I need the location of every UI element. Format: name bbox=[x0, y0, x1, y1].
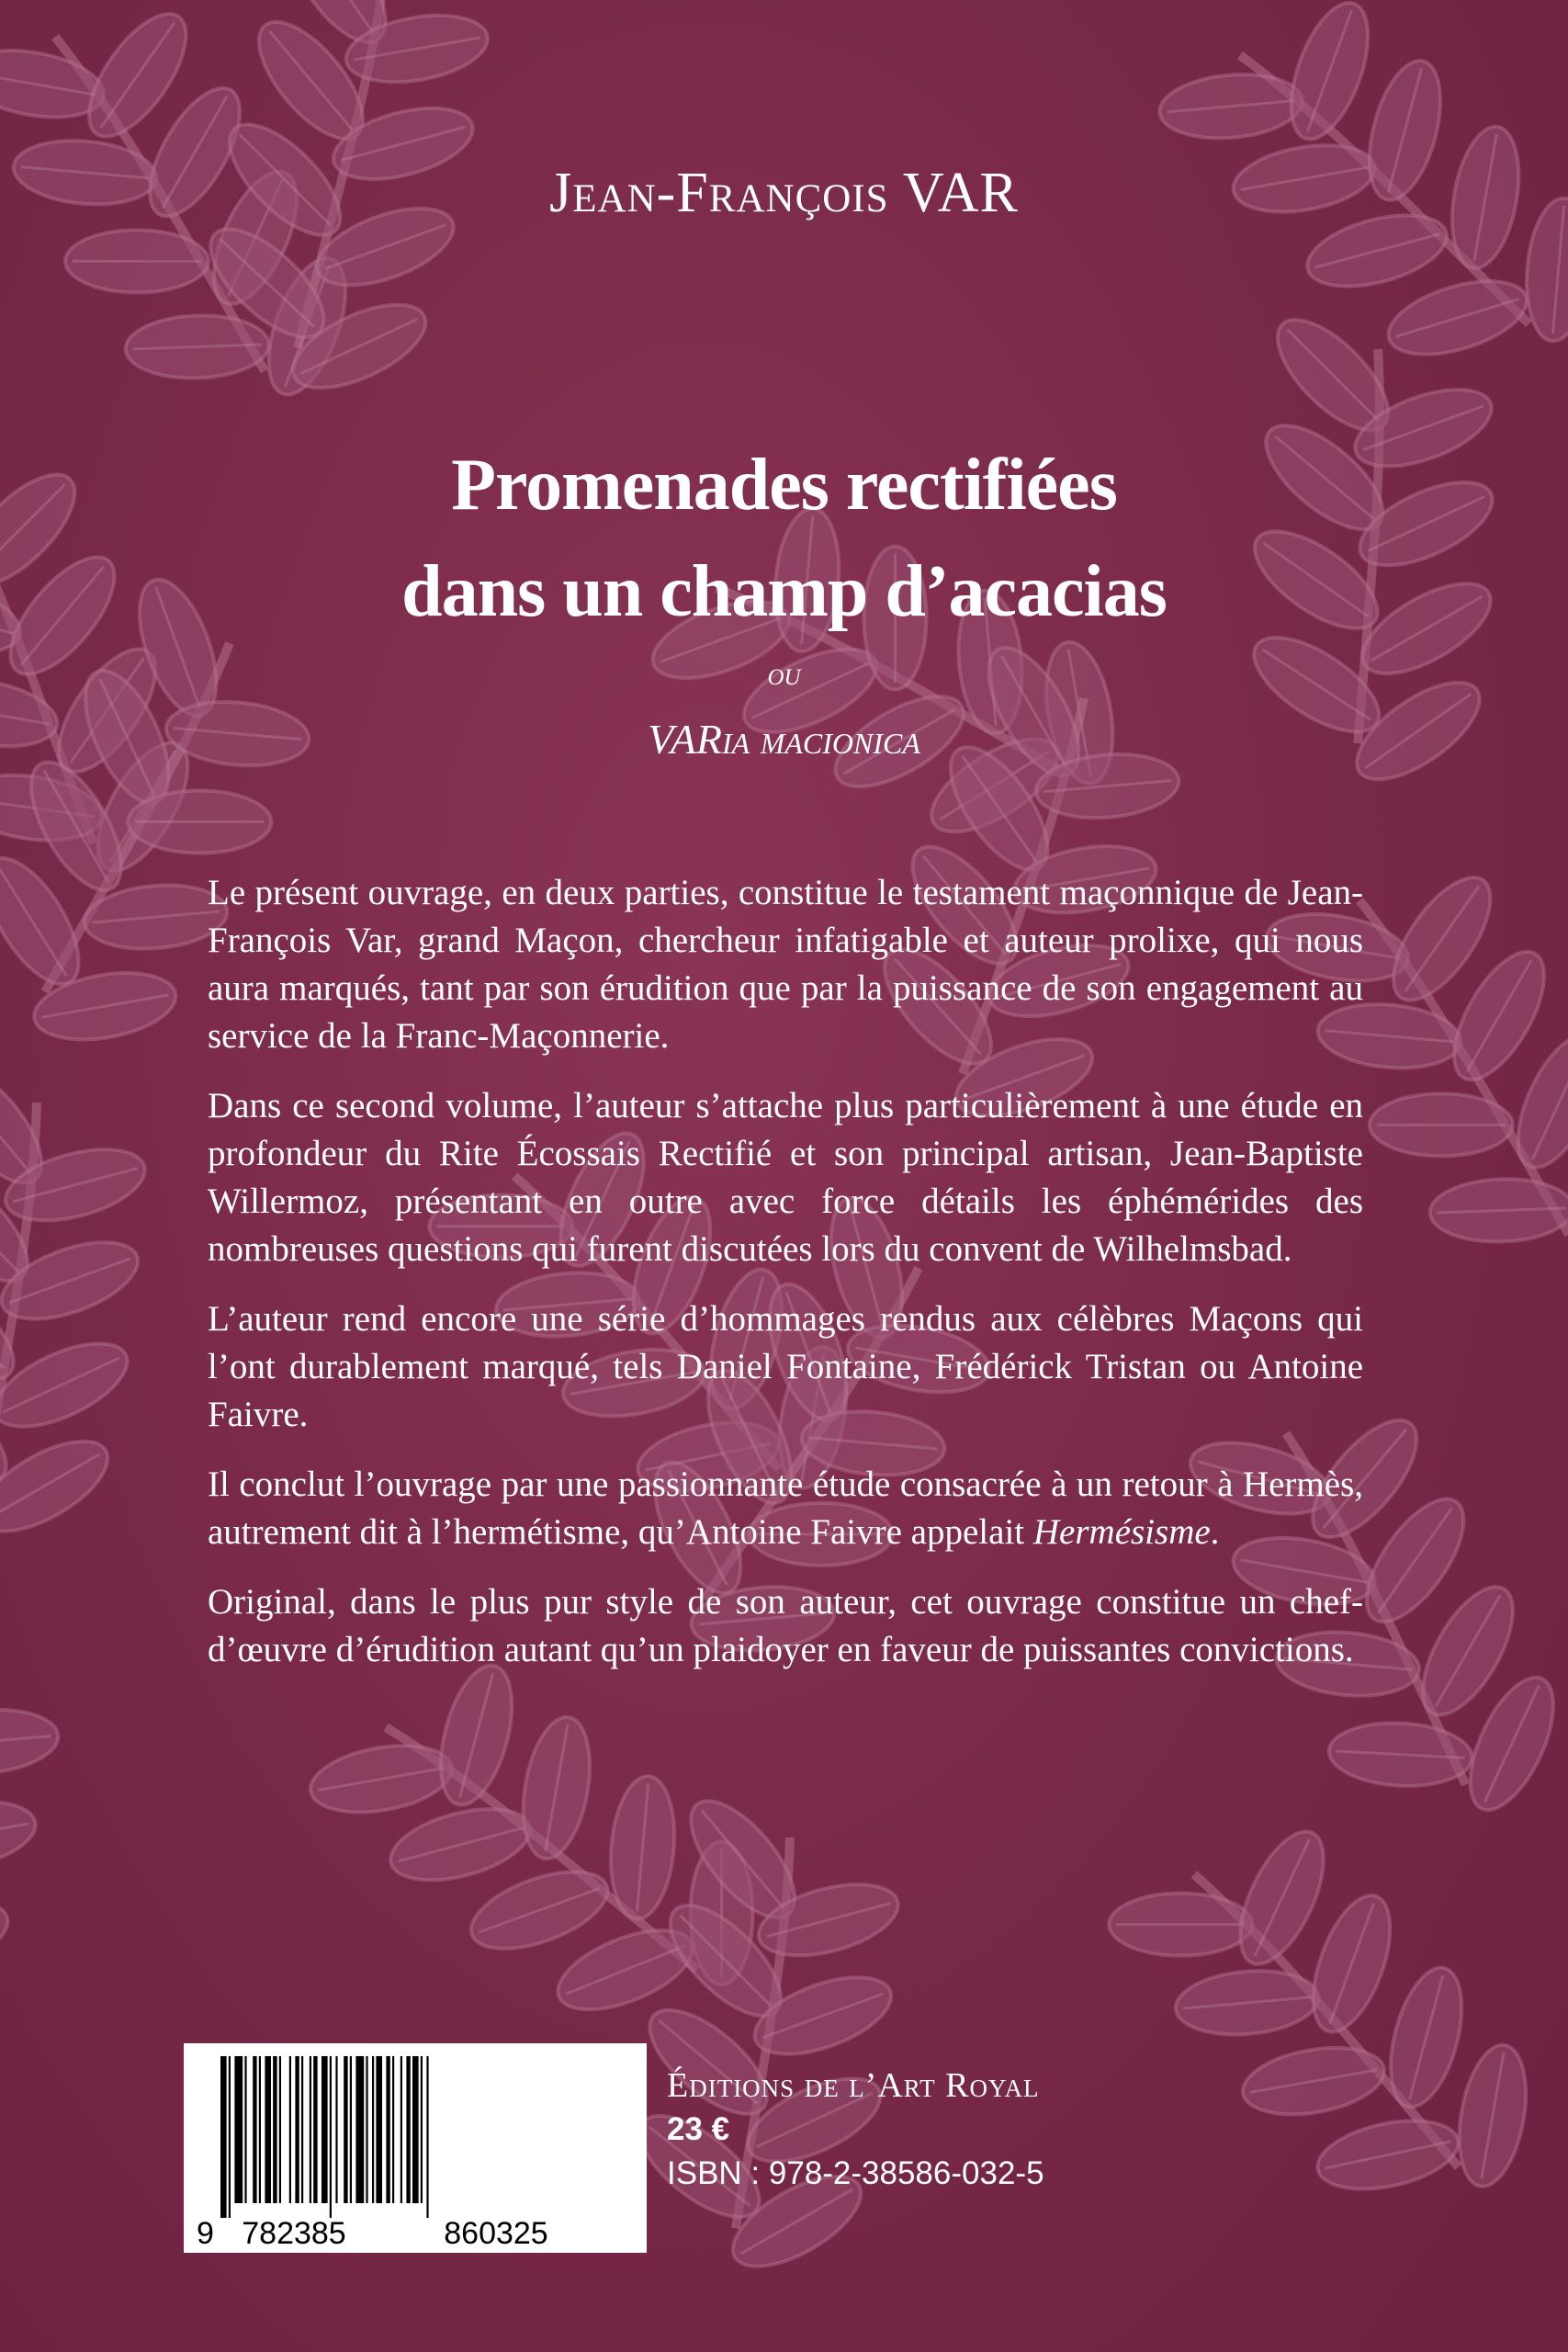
barcode-bar bbox=[253, 2056, 256, 2203]
barcode-bar bbox=[234, 2056, 243, 2203]
title-line-2: dans un champ d’acacias bbox=[401, 551, 1167, 632]
barcode-bar bbox=[279, 2056, 281, 2203]
title-conjunction: ou bbox=[767, 655, 801, 692]
barcode-bar bbox=[335, 2056, 337, 2203]
isbn-barcode bbox=[184, 2043, 647, 2253]
barcode-bar bbox=[330, 2056, 332, 2218]
barcode-bar bbox=[310, 2056, 311, 2203]
book-title bbox=[0, 432, 1568, 645]
title-line-1: Promenades rectifiées bbox=[451, 445, 1117, 526]
barcode-bar bbox=[366, 2056, 367, 2203]
barcode-bar bbox=[344, 2056, 347, 2203]
isbn-number: ISBN : 978-2-38586-032-5 bbox=[667, 2155, 1044, 2191]
barcode-bar bbox=[400, 2056, 402, 2203]
barcode-bar bbox=[259, 2056, 261, 2203]
book-description bbox=[208, 869, 1363, 1696]
barcode-bar bbox=[265, 2056, 271, 2203]
description-paragraph-4-italic: Hermésisme bbox=[1032, 1512, 1211, 1552]
barcode-group-1: 782385 bbox=[242, 2216, 346, 2251]
barcode-bars bbox=[220, 2056, 429, 2218]
subtitle-caps: VAR bbox=[648, 716, 722, 763]
barcode-bar bbox=[376, 2056, 382, 2203]
barcode-bar bbox=[412, 2056, 419, 2203]
barcode-bar bbox=[289, 2056, 291, 2203]
price: 23 € bbox=[667, 2111, 730, 2147]
subtitle-rest: ia macionica bbox=[721, 716, 920, 763]
barcode-group-2: 860325 bbox=[444, 2216, 548, 2251]
description-paragraph-1: Le présent ouvrage, en deux parties, constitue le testament maçonnique de Jean-François Var, grand Maçon, chercheur infatigable et auteur prolixe, qui nous aura marqués, tant par son érudition que par la puissance de son engagement au service de la Franc-Maçonnerie. bbox=[208, 873, 1363, 1056]
barcode-bar bbox=[244, 2056, 246, 2203]
barcode-bar bbox=[321, 2056, 328, 2203]
barcode-digit-first: 9 bbox=[197, 2216, 214, 2251]
barcode-bar bbox=[295, 2056, 299, 2203]
barcode-bar bbox=[386, 2056, 389, 2203]
barcode-bar bbox=[220, 2056, 227, 2218]
barcode-bar bbox=[355, 2056, 364, 2203]
description-paragraph-4 bbox=[208, 1461, 1363, 1556]
description-paragraph-3: L’auteur rend encore une série d’hommages rendus aux célèbres Maçons qui l’ont durablement marqué, tels Daniel Fontaine, Frédérick Tristan ou Antoine Faivre. bbox=[208, 1299, 1363, 1434]
publisher-name: Éditions de l’Art Royal bbox=[667, 2066, 1040, 2105]
author-name: Jean-François VAR bbox=[549, 162, 1019, 224]
description-paragraph-4-text: Il conclut l’ouvrage par une passionnante étude consacrée à un retour à Hermès, autrement dit à l’hermétisme, qu’Antoine Faivre appelait bbox=[208, 1464, 1363, 1552]
book-subtitle bbox=[0, 715, 1568, 763]
barcode-bar bbox=[421, 2056, 423, 2203]
description-paragraph-2: Dans ce second volume, l’auteur s’attache plus particulièrement à une étude en profondeur du Rite Écossais Rectifié et son principal artisan, Jean-Baptiste Willermoz, présentant en outre avec force détails les éphémérides des nombreuses questions qui furent discutées lors du convent de Wilhelmsbad. bbox=[208, 1086, 1363, 1269]
barcode-bar bbox=[301, 2056, 303, 2203]
description-paragraph-5: Original, dans le plus pur style de son auteur, cet ouvrage constitue un chef-d’œuvre d’érudition autant qu’un plaidoyer en faveur de puissantes convictions. bbox=[208, 1582, 1363, 1669]
barcode-bar bbox=[273, 2056, 276, 2203]
barcode-bar bbox=[350, 2056, 352, 2203]
barcode-bar bbox=[229, 2056, 231, 2218]
barcode-bar bbox=[426, 2056, 428, 2218]
description-paragraph-4-end: . bbox=[1210, 1512, 1220, 1552]
barcode-bar bbox=[392, 2056, 394, 2203]
barcode-bar bbox=[313, 2056, 317, 2203]
barcode-bar bbox=[372, 2056, 374, 2203]
barcode-bar bbox=[406, 2056, 410, 2203]
